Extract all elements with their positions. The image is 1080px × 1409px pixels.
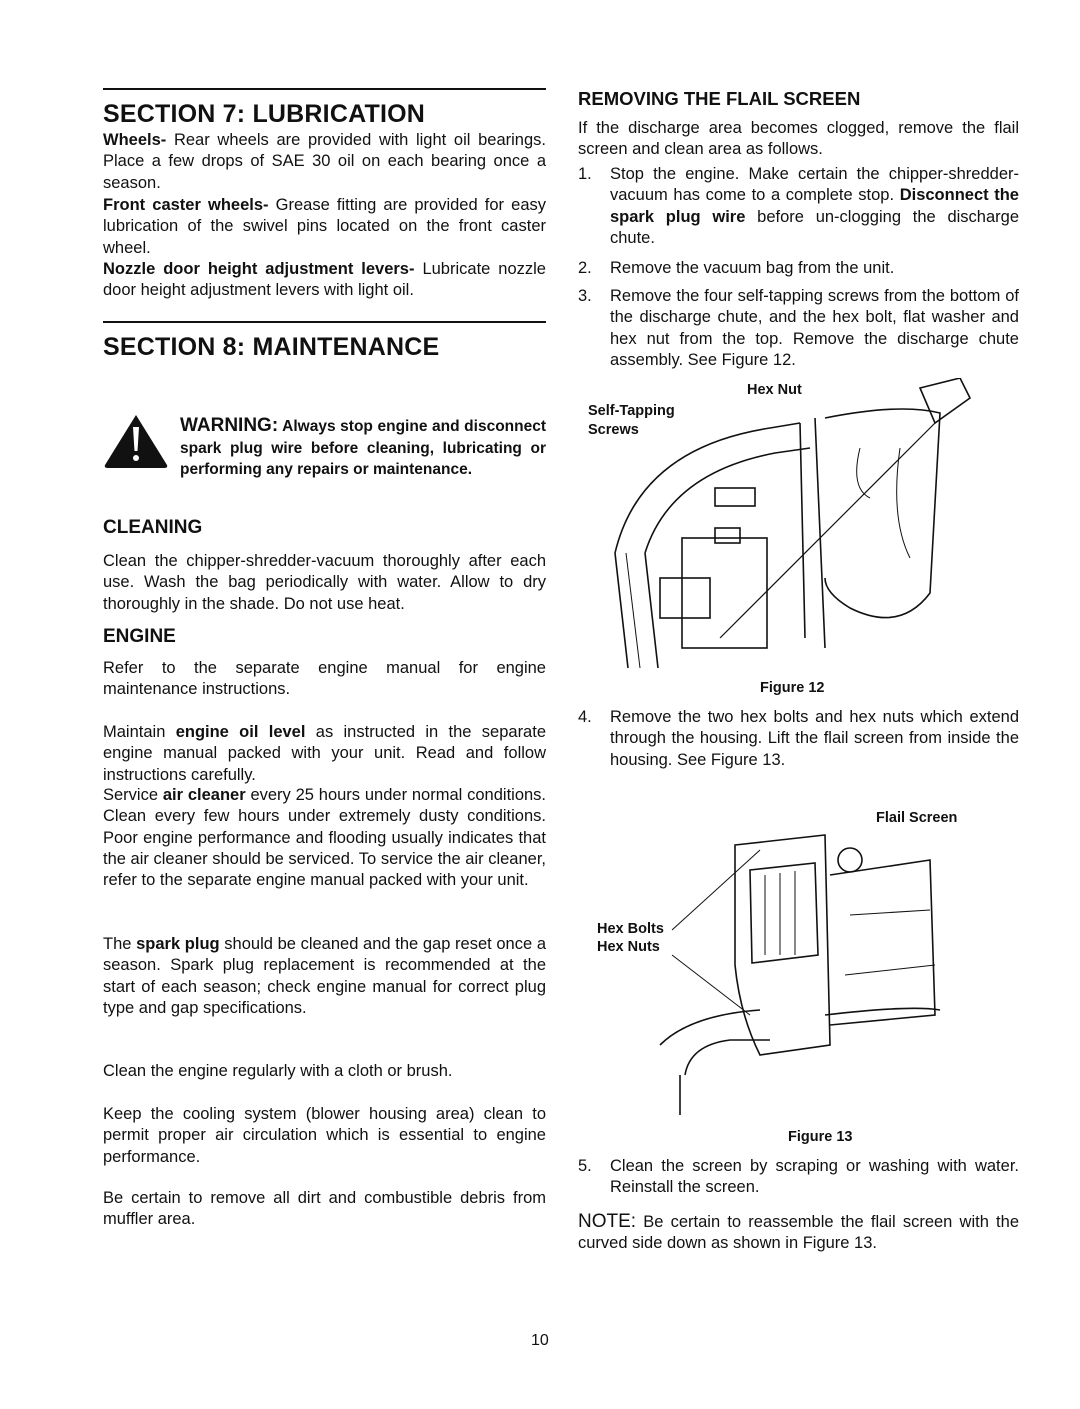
engine-paragraph: Clean the engine regularly with a cloth or brush. — [103, 1062, 453, 1080]
step-4 — [578, 707, 1019, 771]
spark-plug-paragraph — [103, 934, 546, 1019]
step-1 — [578, 164, 1019, 249]
label-hex-nuts: Hex Nuts — [597, 939, 660, 955]
item-label: Nozzle door height adjustment levers- — [103, 260, 415, 278]
engine-heading: ENGINE — [103, 626, 176, 647]
emphasis: Disconnect the spark plug wire — [610, 186, 1019, 226]
lubrication-wheels — [103, 130, 546, 194]
step-5 — [578, 1156, 1019, 1199]
item-text: Rear wheels are provided with light oil bearings. Place a few drops of SAE 30 oil on each bearing once a season. — [103, 131, 546, 192]
figure-13-illustration — [650, 815, 980, 1120]
warning-text — [180, 415, 546, 481]
engine-oil-paragraph — [103, 722, 546, 786]
step-number: 3. — [578, 287, 592, 305]
text: The — [103, 935, 137, 953]
step-number: 1. — [578, 165, 592, 183]
note-text: Be certain to reassemble the flail screen with the curved side down as shown in Figure 13. — [578, 1213, 1019, 1253]
item-text: Grease fitting are provided for easy lubrication of the swivel pins located on the front caster wheel. — [103, 196, 546, 257]
flail-heading: REMOVING THE FLAIL SCREEN — [578, 88, 861, 109]
step-2 — [578, 258, 1019, 279]
label-hex-nut: Hex Nut — [747, 382, 802, 398]
engine-paragraph: Refer to the separate engine manual for engine maintenance instructions. — [103, 659, 546, 699]
warning-label: WARNING: — [180, 415, 279, 436]
flail-intro: If the discharge area becomes clogged, remove the flail screen and clean area as follows. — [578, 119, 1019, 159]
figure-12-caption: Figure 12 — [760, 680, 825, 696]
text: every 25 hours under normal conditions. Clean every few hours under extremely dusty conditions. Poor engine performance and flooding usually indicates that the air cleaner should be serviced. To service the air cleaner, refer to the separate engine manual packed with your unit. — [103, 786, 547, 890]
label-self-tapping: Self-Tapping — [588, 403, 675, 419]
section-divider — [103, 88, 546, 90]
step-text: Clean the screen by scraping or washing with water. Reinstall the screen. — [610, 1157, 1019, 1197]
engine-paragraph: Keep the cooling system (blower housing area) clean to permit proper air circulation which is essential to engine performance. — [103, 1105, 546, 1166]
figure-12-illustration — [600, 378, 980, 673]
step-number: 5. — [578, 1157, 592, 1175]
step-text: Remove the vacuum bag from the unit. — [610, 259, 895, 277]
item-text: Lubricate nozzle door height adjustment levers with light oil. — [103, 260, 546, 300]
text: before un-clogging the discharge chute. — [610, 207, 1019, 247]
label-flail-screen: Flail Screen — [876, 810, 958, 826]
step-text: Remove the two hex bolts and hex nuts which extend through the housing. Lift the flail screen from inside the housing. See Figure 13. — [610, 708, 1019, 769]
section-7-title: SECTION 7: LUBRICATION — [103, 100, 425, 128]
label-hex-bolts: Hex Bolts — [597, 921, 664, 937]
figure-13-caption: Figure 13 — [788, 1129, 853, 1145]
text: as instructed in the separate engine manual packed with your unit. Read and follow instructions carefully. — [103, 723, 546, 784]
text: Stop the engine. Make certain the chipper-shredder-vacuum has come to a complete stop. — [610, 165, 1019, 205]
air-cleaner-paragraph — [103, 785, 546, 891]
step-3 — [578, 286, 1019, 371]
note — [578, 1211, 1019, 1255]
emphasis: air cleaner — [162, 786, 246, 804]
section-8-title: SECTION 8: MAINTENANCE — [103, 333, 440, 361]
item-label: Wheels- — [103, 131, 167, 149]
text: should be cleaned and the gap reset once a season. Spark plug replacement is recommended at the start of each season; check engine manual for correct plug type and gap specifications. — [103, 935, 546, 1017]
lubrication-front-caster — [103, 195, 546, 259]
warning-body: Always stop engine and disconnect spark plug wire before cleaning, lubricating or performing any repairs or maintenance. — [180, 418, 546, 478]
item-label: Front caster wheels- — [103, 196, 269, 214]
cleaning-text: Clean the chipper-shredder-vacuum thoroughly after each use. Wash the bag periodically with water. Allow to dry thoroughly in the shade. Do not use heat. — [103, 552, 546, 613]
text: Maintain — [103, 723, 176, 741]
warning-triangle-icon — [103, 413, 169, 469]
engine-paragraph: Be certain to remove all dirt and combustible debris from muffler area. — [103, 1189, 546, 1229]
text: Service — [103, 786, 163, 804]
page-number: 10 — [531, 1332, 549, 1349]
emphasis: spark plug — [136, 935, 220, 953]
note-label: NOTE: — [578, 1211, 637, 1232]
lubrication-nozzle-levers — [103, 259, 546, 302]
step-number: 4. — [578, 708, 592, 726]
emphasis: engine oil level — [175, 723, 306, 741]
step-text: Remove the four self-tapping screws from the bottom of the discharge chute, and the hex bolt, flat washer and hex nut from the top. Remove the discharge chute assembly. See Figure 12. — [610, 287, 1019, 369]
section-divider — [103, 321, 546, 323]
label-screws: Screws — [588, 422, 639, 438]
step-number: 2. — [578, 259, 592, 277]
cleaning-heading: CLEANING — [103, 517, 203, 538]
